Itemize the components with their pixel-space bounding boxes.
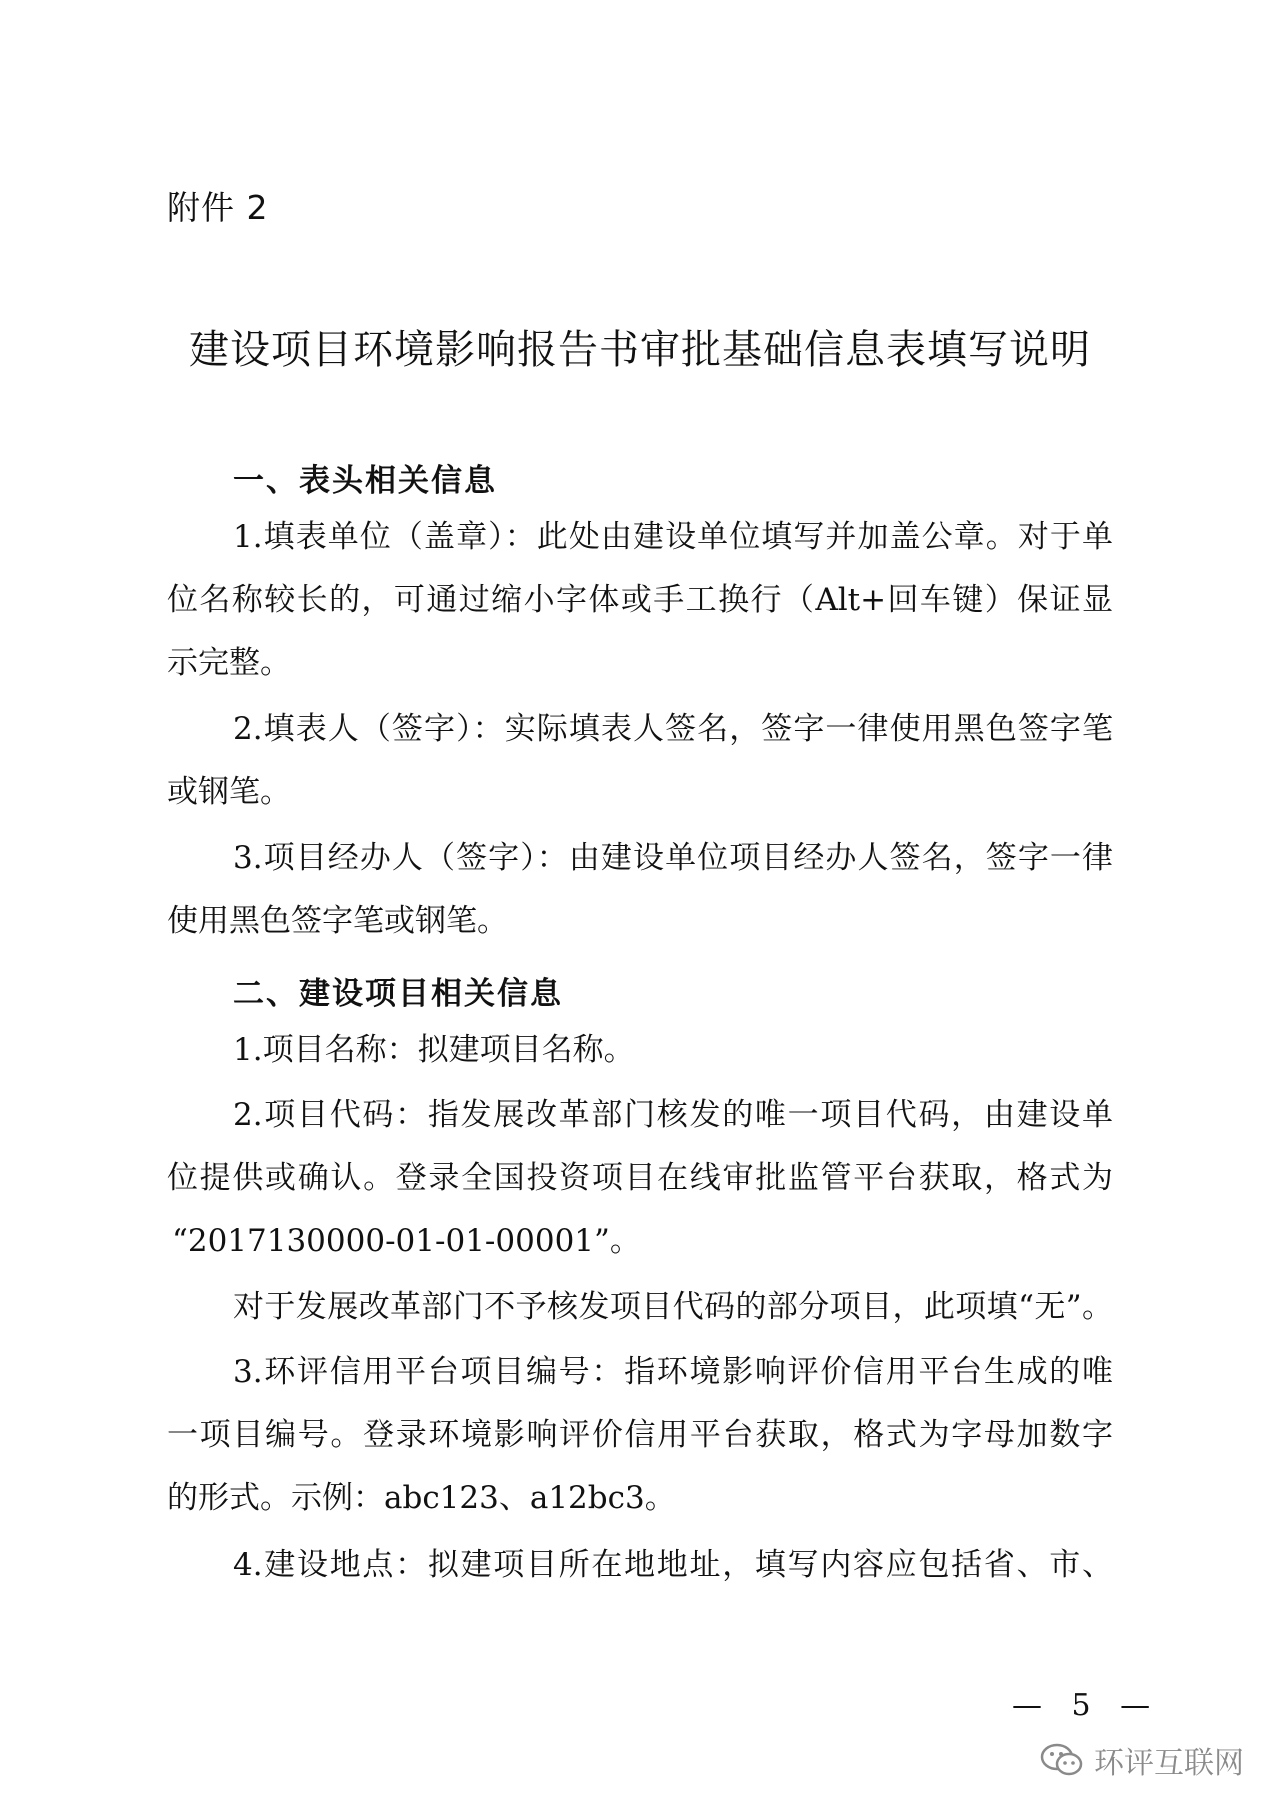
paragraph-line: 一项目编号。登录环境影响评价信用平台获取，格式为字母加数字 bbox=[167, 1417, 1113, 1453]
paragraph-line: 或钢笔。 bbox=[167, 774, 291, 810]
paragraph-line: 1.填表单位（盖章）：此处由建设单位填写并加盖公章。对于单 bbox=[233, 519, 1113, 555]
paragraph-line: “2017130000-01-01-00001”。 bbox=[172, 1223, 641, 1259]
paragraph-line: 1.项目名称：拟建项目名称。 bbox=[233, 1032, 635, 1068]
paragraph-line: 3.环评信用平台项目编号：指环境影响评价信用平台生成的唯 bbox=[233, 1354, 1113, 1390]
section-heading-header-info: 一、表头相关信息 bbox=[233, 463, 497, 499]
paragraph-line: 2.填表人（签字）：实际填表人签名，签字一律使用黑色签字笔 bbox=[233, 711, 1113, 747]
paragraph-line: 示完整。 bbox=[167, 645, 291, 681]
paragraph-line: 位名称较长的，可通过缩小字体或手工换行（Alt+回车键）保证显 bbox=[167, 582, 1113, 618]
paragraph-line: 对于发展改革部门不予核发项目代码的部分项目，此项填“无”。 bbox=[233, 1289, 1113, 1325]
wechat-icon bbox=[1040, 1742, 1084, 1778]
document-title: 建设项目环境影响报告书审批基础信息表填写说明 bbox=[189, 327, 1091, 373]
paragraph-line: 使用黑色签字笔或钢笔。 bbox=[167, 903, 508, 939]
paragraph-line: 4.建设地点：拟建项目所在地地址，填写内容应包括省、市、 bbox=[233, 1547, 1113, 1583]
paragraph-line: 位提供或确认。登录全国投资项目在线审批监管平台获取，格式为 bbox=[167, 1160, 1113, 1196]
page-number: — 5 — bbox=[1012, 1688, 1161, 1723]
section-heading-project-info: 二、建设项目相关信息 bbox=[233, 976, 563, 1012]
watermark bbox=[1040, 1738, 1244, 1782]
paragraph-line: 的形式。示例：abc123、a12bc3。 bbox=[167, 1480, 676, 1516]
paragraph-line: 3.项目经办人（签字）：由建设单位项目经办人签名，签字一律 bbox=[233, 840, 1113, 876]
attachment-label: 附件 2 bbox=[167, 188, 269, 227]
watermark-text: 环评互联网 bbox=[1094, 1746, 1244, 1781]
paragraph-line: 2.项目代码：指发展改革部门核发的唯一项目代码，由建设单 bbox=[233, 1097, 1113, 1133]
